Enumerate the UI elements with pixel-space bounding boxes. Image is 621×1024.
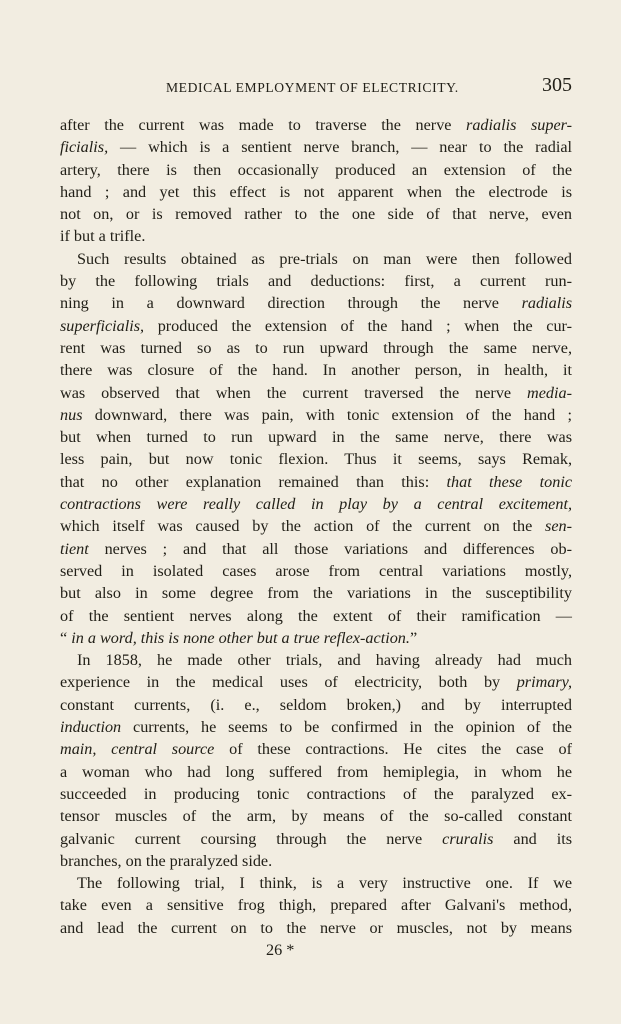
text-segment: was observed that when the current traversed the nerve <box>60 383 528 402</box>
text-segment: if but a trifle. <box>60 227 146 246</box>
text-line <box>60 471 572 493</box>
text-segment: but also in some degree from the variations in the susceptibility <box>60 584 572 603</box>
text-line <box>60 292 572 314</box>
text-segment: currents, he seems to be confirmed in the opinion of the <box>121 718 572 737</box>
text-line <box>60 270 572 292</box>
text-segment: of these contractions. He cites the case of <box>214 740 572 759</box>
body-text <box>60 114 572 961</box>
italic-segment: sen- <box>545 517 572 536</box>
text-segment: branches, on the praralyzed side. <box>60 851 273 870</box>
text-segment: after the current was made to traverse the nerve <box>60 116 467 134</box>
text-line <box>60 538 572 560</box>
text-segment: by the following trials and deductions: first, a current run- <box>60 272 572 291</box>
text-segment: experience in the medical uses of electricity, both by <box>60 673 517 692</box>
italic-segment: superficialis, <box>60 316 145 335</box>
text-segment: there was closure of the hand. In another person, in health, it <box>60 361 572 380</box>
italic-segment: ficialis, <box>60 138 109 157</box>
text-line <box>60 515 572 537</box>
text-line <box>60 404 572 426</box>
text-line <box>60 114 572 136</box>
italic-segment: in a word, this is none other but a true reflex-action. <box>71 628 410 647</box>
italic-segment: radialis <box>521 294 572 313</box>
text-segment: but when turned to run upward in the same nerve, there was <box>60 428 572 447</box>
text-line <box>60 850 572 872</box>
italic-segment: tient <box>60 539 89 558</box>
text-line <box>60 203 572 225</box>
text-line <box>60 337 572 359</box>
text-segment: 26 * <box>266 940 295 959</box>
text-line <box>60 694 572 716</box>
text-line <box>60 828 572 850</box>
text-segment: The following trial, I think, is a very instructive one. If we <box>77 874 572 893</box>
text-line <box>60 493 572 515</box>
text-line <box>60 738 572 760</box>
italic-segment: main, central source <box>60 740 215 759</box>
text-line <box>60 159 572 181</box>
text-line <box>60 805 572 827</box>
text-line <box>60 627 572 649</box>
text-line <box>60 761 572 783</box>
text-segment: galvanic current coursing through the nerve <box>60 829 443 848</box>
italic-segment: radialis super- <box>466 116 572 134</box>
text-line <box>60 560 572 582</box>
text-segment: artery, there is then occasionally produced an extension of the <box>60 160 572 179</box>
text-line <box>60 783 572 805</box>
text-segment: not on, or is removed rather to the one side of that nerve, even <box>60 205 572 224</box>
text-segment: nerves ; and that all those variations and differences ob- <box>88 539 572 558</box>
italic-segment: induction <box>60 718 122 737</box>
text-line <box>60 917 572 939</box>
text-line <box>60 894 572 916</box>
text-line <box>60 225 572 247</box>
text-segment: ning in a downward direction through the nerve <box>60 294 522 313</box>
text-line <box>60 359 572 381</box>
text-segment: tensor muscles of the arm, by means of the so-called constant <box>60 807 572 826</box>
text-segment: ” <box>409 628 418 647</box>
text-line <box>60 582 572 604</box>
italic-segment: that these tonic <box>446 472 573 491</box>
italic-segment: contractions were really called in play by a central excitement, <box>60 495 572 514</box>
text-line <box>60 605 572 627</box>
running-header <box>60 74 572 100</box>
text-line <box>60 671 572 693</box>
text-segment: less pain, but now tonic flexion. Thus it seems, says Remak, <box>60 450 572 469</box>
text-segment: produced the extension of the hand ; when the cur- <box>144 316 572 335</box>
text-line <box>60 716 572 738</box>
running-title: MEDICAL EMPLOYMENT OF ELECTRICITY. <box>166 80 459 95</box>
text-segment: served in isolated cases arose from central variations mostly, <box>60 561 572 580</box>
text-segment: constant currents, (i. e., seldom broken,) and by interrupted <box>60 695 572 714</box>
italic-segment: media- <box>527 383 572 402</box>
page-number: 305 <box>542 74 572 96</box>
text-segment: which itself was caused by the action of the current on the <box>60 517 546 536</box>
text-segment: and its <box>493 829 572 848</box>
text-line <box>60 248 572 270</box>
text-line <box>60 136 572 158</box>
text-segment: of the sentient nerves along the extent of their ramification — <box>60 606 572 625</box>
text-segment: and lead the current on to the nerve or muscles, not by means <box>60 918 572 937</box>
text-segment: “ <box>60 628 72 647</box>
text-segment: rent was turned so as to run upward through the same nerve, <box>60 338 572 357</box>
text-line <box>60 315 572 337</box>
text-segment: Such results obtained as pre-trials on man were then followed <box>77 249 572 268</box>
signature-mark <box>60 939 572 961</box>
italic-segment: nus <box>60 405 83 424</box>
text-line <box>60 649 572 671</box>
text-segment: — which is a sentient nerve branch, — near to the radial <box>108 138 572 157</box>
text-segment: a woman who had long suffered from hemiplegia, in whom he <box>60 762 572 781</box>
text-segment: succeeded in producing tonic contractions of the paralyzed ex- <box>60 784 572 803</box>
text-segment: In 1858, he made other trials, and having already had much <box>77 651 572 670</box>
text-line <box>60 181 572 203</box>
text-segment: take even a sensitive frog thigh, prepared after Galvani's method, <box>60 896 572 915</box>
text-line <box>60 426 572 448</box>
text-line <box>60 448 572 470</box>
italic-segment: primary, <box>516 673 572 692</box>
italic-segment: cruralis <box>442 829 494 848</box>
text-segment: downward, there was pain, with tonic extension of the hand ; <box>82 405 572 424</box>
text-segment: hand ; and yet this effect is not apparent when the electrode is <box>60 182 572 201</box>
text-segment: that no other explanation remained than this: <box>60 472 447 491</box>
text-line <box>60 872 572 894</box>
text-line <box>60 382 572 404</box>
